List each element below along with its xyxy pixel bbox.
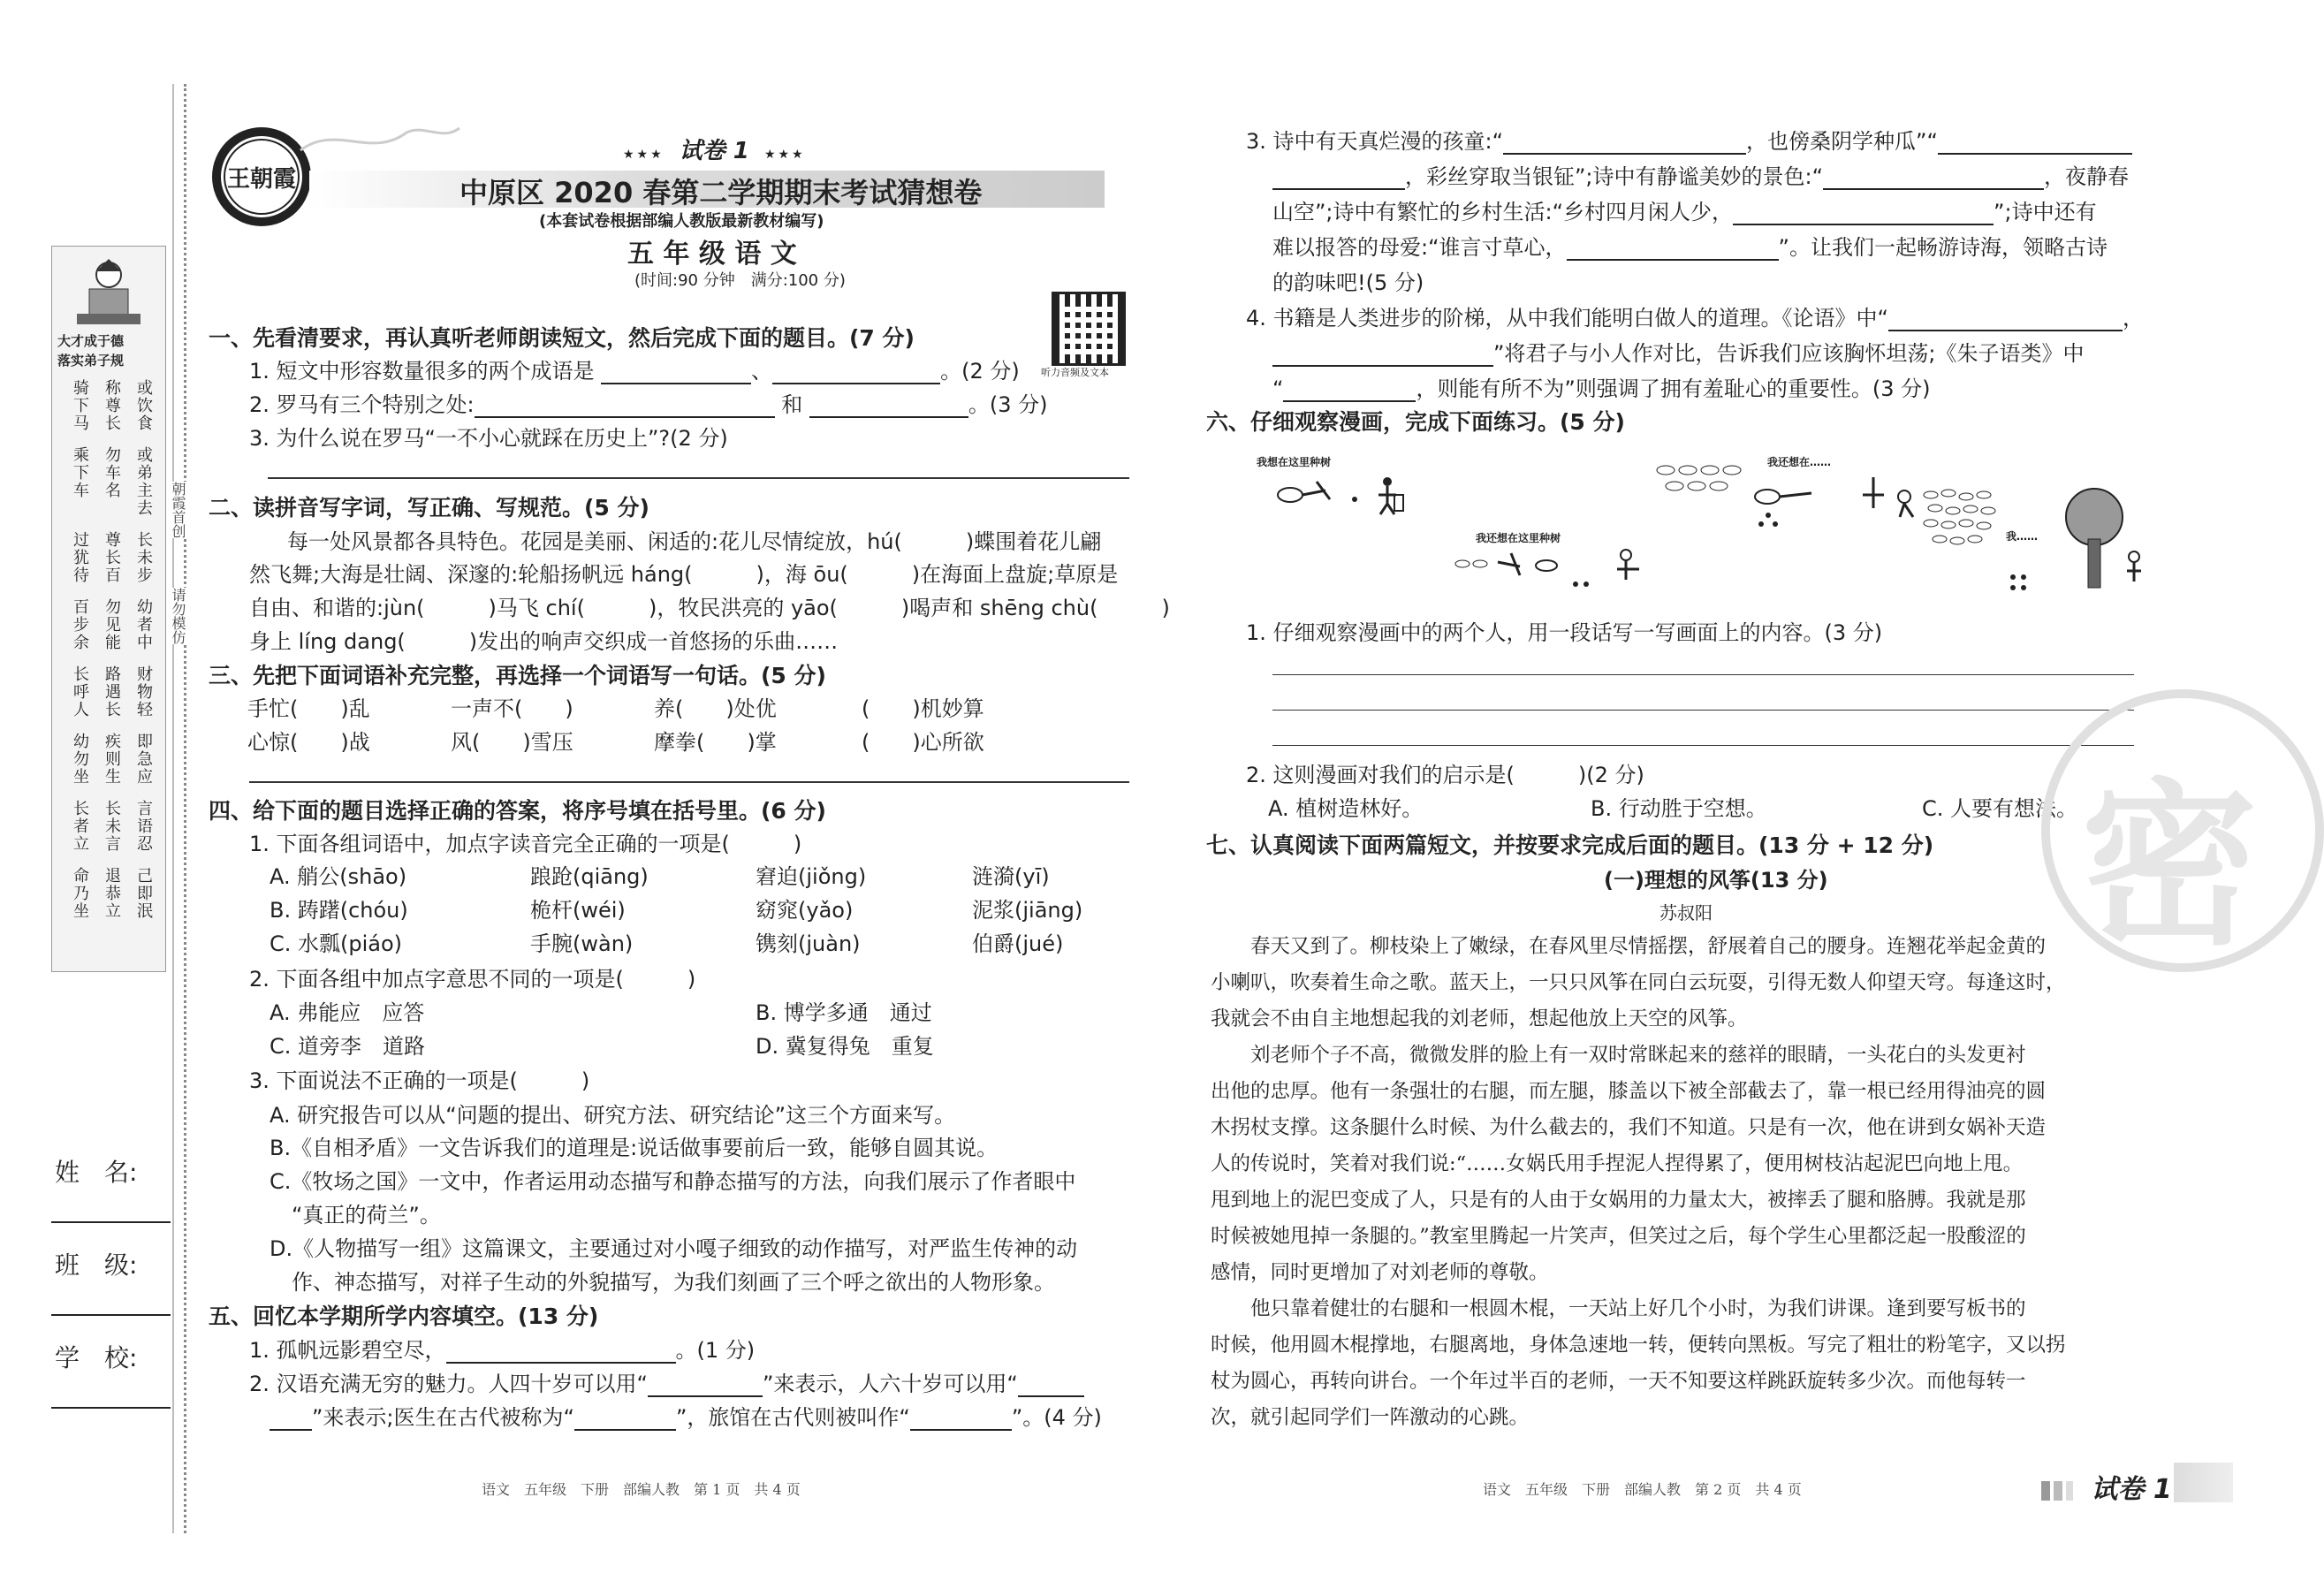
answer-blank[interactable] <box>1272 342 1493 367</box>
answer-line[interactable] <box>249 781 1129 783</box>
cartoon-label-1: 我想在这里种树 <box>1257 456 1332 468</box>
exam-title: 中原区 2020 春第二学期期末考试猜想卷 <box>459 176 983 209</box>
sidebar-idiom: 己即泯 <box>134 867 153 920</box>
q3-line-4 <box>1246 230 2132 265</box>
section-1-q2 <box>249 387 1048 418</box>
answer-blank[interactable] <box>1018 1372 1084 1397</box>
cartoon-panel <box>1255 442 2200 610</box>
answer-blank[interactable] <box>1272 165 1405 190</box>
sidebar-idiom: 百步余 <box>71 598 89 651</box>
sidebar-idiom: 路遇长 <box>103 665 121 718</box>
passage-author: 苏叔阳 <box>1659 902 1713 924</box>
sidebar-idiom: 骑下马 <box>71 379 89 432</box>
q2-text-2: ”来表示，人六十岁可以用“ <box>762 1372 1018 1396</box>
corner-block <box>2174 1463 2233 1502</box>
section-5-q2-line-2 <box>270 1400 1102 1431</box>
answer-blank[interactable] <box>1823 165 2044 190</box>
section-1-q3: 3. 为什么说在罗马“一不小心就踩在历史上”?(2 分) <box>249 426 728 451</box>
option-row <box>270 893 1082 926</box>
time-score: (时间:90 分钟 满分:100 分) <box>634 271 846 290</box>
sidebar-idiom: 疾则生 <box>103 733 121 786</box>
section-6-title: 六、仔细观察漫画，完成下面练习。(5 分) <box>1206 409 1625 435</box>
series-label <box>623 133 806 165</box>
passage-line: 杖为圆心，再转向讲台。一个年过半百的老师，一天不知要这样跳跃旋转多少次。而他每转一 <box>1211 1370 2026 1393</box>
section-5-title: 五、回忆本学期所学内容填空。(13 分) <box>209 1304 599 1329</box>
answer-blank[interactable] <box>1503 130 1746 155</box>
option[interactable]: 桅杆(wéi) <box>530 898 626 923</box>
section-7-title: 七、认真阅读下面两篇短文，并按要求完成后面的题目。(13 分 + 12 分) <box>1206 832 1934 858</box>
sidebar-idiom: 称尊长 <box>103 379 121 432</box>
text: ，也傍桑阴学种瓜”“ <box>1746 129 1938 154</box>
text: ，彩丝穿取当银钲”;诗中有静谧美妙的景色:“ <box>1405 164 1824 189</box>
q3-option-a[interactable]: A. 研究报告可以从“问题的提出、研究方法、研究结论”这三个方面来写。 <box>270 1103 956 1128</box>
seed-dot <box>1352 497 1357 502</box>
q3-option-c-cont: “真正的荷兰”。 <box>292 1203 441 1228</box>
motto-sidebar <box>51 246 166 972</box>
section-2-line-3: 自由、和谐的:jùn( )马飞 chí( )，牧民洪亮的 yāo( )喝声和 shēng chù( ) <box>249 596 1170 620</box>
q2-score: ”。(4 分) <box>1011 1405 1102 1430</box>
answer-blank[interactable] <box>601 360 751 384</box>
text: ”。让我们一起畅游诗海，领略古诗 <box>1778 235 2108 260</box>
section-6-q1: 1. 仔细观察漫画中的两个人，用一段话写一写画面上的内容。(3 分) <box>1246 620 1883 645</box>
option-row <box>270 859 1082 893</box>
idiom-blank-item[interactable]: 风( )雪压 <box>451 730 573 755</box>
answer-line[interactable] <box>1272 745 2134 746</box>
sidebar-idiom: 勿见能 <box>103 598 121 651</box>
sidebar-idiom: 长未步 <box>134 531 153 584</box>
sidebar-idiom: 长未言 <box>103 800 121 853</box>
text: 3. 诗中有天真烂漫的孩童:“ <box>1246 129 1504 154</box>
q3-option-d[interactable]: D.《人物描写一组》这篇课文，主要通过对小嘎子细致的动作描写，对严监生传神的动 <box>270 1236 1078 1261</box>
option[interactable]: 窈窕(yǎo) <box>756 898 854 923</box>
answer-blank[interactable] <box>1938 130 2132 155</box>
q2-and: 和 <box>781 392 803 417</box>
q2-text: 2. 汉语充满无穷的魅力。人四十岁可以用“ <box>249 1372 648 1396</box>
section-2-line-4: 身上 líng dang( )发出的响声交织成一首悠扬的乐曲…… <box>249 629 839 654</box>
section-3-title: 三、先把下面词语补充完整，再选择一个词语写一句话。(5 分) <box>209 663 826 688</box>
sidebar-idiom: 长者立 <box>71 800 89 853</box>
passage-line: 小喇叭，吹奏着生命之歌。蓝天上，一只只风筝在同白云玩耍，引得无数人仰望天穹。每逢这时， <box>1211 971 2066 994</box>
name-label: 姓 名: <box>55 1158 138 1187</box>
section-4-q2-options <box>270 995 934 1062</box>
option[interactable]: B. 踌躇(chóu) <box>270 898 408 923</box>
grade-subject: 五 年 级 语 文 <box>627 239 797 270</box>
answer-blank[interactable] <box>475 393 775 418</box>
text: 难以报答的母爱:“谁言寸草心， <box>1272 235 1567 260</box>
passage-title: (一)理想的风筝(13 分) <box>1604 868 1828 893</box>
section-4-q1: 1. 下面各组词语中，加点字读音完全正确的一项是( ) <box>249 832 802 856</box>
passage-line: 他只靠着健壮的右腿和一根圆木棍，一天站上好几个小时，为我们讲课。逢到要写板书的 <box>1250 1297 2026 1320</box>
name-field[interactable] <box>51 1221 171 1223</box>
binding-dotted-line-2 <box>172 84 174 1533</box>
answer-blank[interactable] <box>809 393 968 418</box>
qr-caption: 听力音频及文本 <box>1041 367 1109 378</box>
passage-body <box>1211 931 2200 1438</box>
qr-code[interactable] <box>1052 292 1126 366</box>
page-2-footer: 语文 五年级 下册 部编人教 第 2 页 共 4 页 <box>1483 1481 1802 1498</box>
scholar-illustration <box>65 254 153 330</box>
option[interactable]: C. 道旁李 道路 <box>270 1034 426 1059</box>
answer-blank[interactable] <box>1733 201 1994 225</box>
answer-blank[interactable] <box>1888 307 2123 331</box>
corner-squares <box>2041 1481 2073 1501</box>
text: 4. 书籍是人类进步的阶梯，从中我们能明白做人的道理。《论语》中“ <box>1246 306 1888 331</box>
option[interactable]: 窘迫(jiǒng) <box>756 864 867 889</box>
stamp-char: 密 <box>2081 762 2259 969</box>
section-2-line-1: 每一处风景都各具特色。花园是美丽、闲适的:花儿尽情绽放，hú( )蝶围着花儿翩 <box>287 529 1102 554</box>
page-1-footer: 语文 五年级 下册 部编人教 第 1 页 共 4 页 <box>482 1481 801 1498</box>
idiom-blank-item[interactable]: 摩拳( )掌 <box>654 730 777 755</box>
passage-line: 人的传说时，笑着对我们说:“……女娲氏用手捏泥人捏得累了，便用树枝沾起泥巴向地上甩。 <box>1211 1152 2024 1175</box>
sidebar-idiom: 言语忍 <box>134 800 153 853</box>
text: ， <box>2122 306 2144 331</box>
idiom-blank-item[interactable]: ( )心所欲 <box>862 730 984 755</box>
answer-line[interactable] <box>268 477 1129 479</box>
cartoon-figure-left-1 <box>1264 468 1423 521</box>
passage-line: 出他的忠厚。他有一条强壮的右腿，而左腿，膝盖以下被全部截去了，靠一根已经用得油亮的圆 <box>1211 1080 2047 1103</box>
option[interactable]: A. 植树造林好。 <box>1268 796 1424 821</box>
answer-blank[interactable] <box>910 1406 1012 1431</box>
option[interactable]: B. 行动胜于空想。 <box>1591 796 1767 821</box>
passage-line: 感情，同时更增加了对刘老师的尊敬。 <box>1211 1261 1549 1284</box>
sidebar-idiom: 或弟主去 <box>134 446 153 517</box>
class-field[interactable] <box>51 1314 171 1316</box>
section-5-q1 <box>249 1333 755 1364</box>
text: ”将君子与小人作对比，告诉我们应该胸怀坦荡;《朱子语类》中 <box>1493 341 2085 366</box>
cartoon-clouds-1 <box>1652 460 1758 504</box>
q4-line-1 <box>1246 300 2144 336</box>
sidebar-idiom: 幼者中 <box>134 598 153 651</box>
section-6-q2-options <box>1268 791 2077 822</box>
option-row <box>270 1029 934 1062</box>
stars-right: ★★★ <box>763 148 806 162</box>
idiom-row-1 <box>247 691 984 722</box>
tree-with-crowd <box>1913 477 2178 610</box>
idiom-grid <box>59 379 160 962</box>
sidebar-idiom: 过犹待 <box>71 531 89 584</box>
section-2-title: 二、读拼音写字词，写正确、写规范。(5 分) <box>209 495 649 521</box>
q4-line-2 <box>1246 336 2144 371</box>
option[interactable]: D. 冀复得兔 重复 <box>756 1034 934 1059</box>
motto-line-2: 落实弟子规 <box>57 353 125 369</box>
exam-subtitle: (本套试卷根据部编人教版最新教材编写) <box>539 212 824 231</box>
section-1-title: 一、先看清要求，再认真听老师朗读短文，然后完成下面的题目。(7 分) <box>209 325 915 351</box>
option[interactable]: 手腕(wàn) <box>530 931 634 956</box>
passage-line: 春天又到了。柳枝染上了嫩绿，在春风里尽情摇摆，舒展着自己的腰身。连翘花举起金黄的 <box>1250 935 2047 958</box>
sidebar-vertical-2: 请勿模仿 <box>170 588 186 644</box>
q3-line-2 <box>1246 159 2132 194</box>
option[interactable]: 涟漪(yī) <box>972 864 1050 889</box>
sidebar-idiom: 长呼人 <box>71 665 89 718</box>
idiom-blank-item[interactable]: ( )机妙算 <box>862 696 984 721</box>
q1-score: 。(1 分) <box>675 1338 756 1363</box>
sidebar-idiom: 幼勿坐 <box>71 733 89 786</box>
q3-option-b[interactable]: B.《自相矛盾》一文告诉我们的道理是:说话做事要前后一致，能够自圆其说。 <box>270 1136 999 1160</box>
section-5-q4 <box>1246 300 2144 407</box>
seed-dots <box>1758 513 1780 530</box>
sidebar-idiom: 乘下车 <box>71 446 89 499</box>
text: ”;诗中还有 <box>1994 200 2097 224</box>
option-row <box>270 995 934 1029</box>
option[interactable]: B. 博学多通 通过 <box>756 1000 932 1025</box>
cartoon-label-4: 我…… <box>2006 530 2039 543</box>
idiom-blank-item[interactable]: 养( )处优 <box>654 696 777 721</box>
text: “ <box>1272 376 1284 401</box>
q3-option-c[interactable]: C.《牧场之国》一文中，作者运用动态描写和静态描写的方法，向我们展示了作者眼中 <box>270 1169 1076 1194</box>
text: ，夜静春 <box>2044 164 2130 189</box>
section-4-q3: 3. 下面说法不正确的一项是( ) <box>249 1068 590 1093</box>
q2-score: 。(3 分) <box>968 392 1048 417</box>
q3-line-3 <box>1246 194 2132 230</box>
option[interactable]: C. 人要有想法。 <box>1922 796 2078 821</box>
sidebar-idiom: 财物轻 <box>134 665 153 718</box>
sidebar-vertical-1: 朝霞首创 <box>170 482 186 538</box>
cartoon-label-2: 我还想在…… <box>1767 456 1832 468</box>
q2-text: 2. 罗马有三个特别之处: <box>249 392 475 417</box>
q1-text: 1. 短文中形容数量很多的两个成语是 <box>249 359 595 384</box>
option[interactable]: A. 弗能应 应答 <box>270 1000 425 1025</box>
option[interactable]: 伯爵(jué) <box>972 931 1064 956</box>
passage-line: 时候被她甩掉一条腿的。”教室里腾起一片笑声，但笑过之后，每个学生心里都泛起一股酸涩的 <box>1211 1225 2026 1248</box>
section-4-q2: 2. 下面各组中加点字意思不同的一项是( ) <box>249 967 696 992</box>
logo-badge <box>209 124 315 230</box>
answer-blank[interactable] <box>648 1372 763 1397</box>
stars-left: ★★★ <box>623 148 665 162</box>
q1-sep: 、 <box>751 359 773 384</box>
corner-series-label <box>2041 1467 2172 1506</box>
answer-blank[interactable] <box>270 1406 312 1431</box>
q1-text: 1. 孤帆远影碧空尽， <box>249 1338 446 1363</box>
sidebar-idiom: 勿车名 <box>103 446 121 499</box>
series-label-text: 试卷 1 <box>679 138 749 164</box>
corner-label-text: 试卷 1 <box>2091 1474 2172 1505</box>
section-5-q3 <box>1246 124 2132 300</box>
q3-line-1 <box>1246 124 2132 159</box>
sidebar-idiom: 尊长百 <box>103 531 121 584</box>
motto-line-1: 大才成于德 <box>57 333 125 349</box>
section-2-line-2: 然飞舞;大海是壮阔、深邃的:轮船扬帆远 háng( )，海 ōu( )在海面上盘旋;草原是 <box>249 562 1119 587</box>
idiom-blank-item[interactable]: 一声不( ) <box>451 696 573 721</box>
section-1-q1 <box>249 353 1020 384</box>
class-label: 班 级: <box>55 1250 138 1280</box>
sidebar-idiom: 命乃坐 <box>71 867 89 920</box>
passage-line: 次，就引起同学们一阵激动的心跳。 <box>1211 1406 1530 1429</box>
answer-blank[interactable] <box>772 360 940 384</box>
passage-line: 刘老师个子不高，微微发胖的脸上有一双时常眯起来的慈祥的眼睛，一头花白的头发更衬 <box>1250 1044 2026 1067</box>
answer-blank[interactable] <box>1283 377 1416 402</box>
passage-line: 木拐杖支撑。这条腿什么时候、为什么截去的，我们不知道。只是有一次，他在讲到女娲补天造 <box>1211 1116 2047 1139</box>
cartoon-label-3: 我还想在这里种树 <box>1476 532 1561 544</box>
idiom-blank-item[interactable]: 心惊( )战 <box>247 730 370 755</box>
passage-line: 我就会不由自主地想起我的刘老师，想起他放上天空的风筝。 <box>1211 1007 1748 1030</box>
section-4-title: 四、给下面的题目选择正确的答案，将序号填在括号里。(6 分) <box>209 798 826 824</box>
text: 的韵味吧!(5 分) <box>1272 270 1424 295</box>
section-5-q2-line-1 <box>249 1366 1084 1397</box>
answer-blank[interactable] <box>574 1406 676 1431</box>
option[interactable]: 踉跄(qiāng) <box>530 864 649 889</box>
binding-dotted-line <box>184 84 186 1533</box>
section-4-q1-options <box>270 859 1082 960</box>
answer-line[interactable] <box>1272 674 2134 675</box>
answer-blank[interactable] <box>446 1339 676 1364</box>
q3-option-d-cont: 作、神态描写，对祥子生动的外貌描写，为我们刻画了三个呼之欲出的人物形象。 <box>292 1270 1055 1295</box>
idiom-blank-item[interactable]: 手忙( )乱 <box>247 696 370 721</box>
idiom-columns <box>59 379 160 920</box>
section-6-q2: 2. 这则漫画对我们的启示是( )(2 分) <box>1246 763 1644 787</box>
option[interactable]: 镌刻(juàn) <box>756 931 861 956</box>
passage-line: 甩到地上的泥巴变成了人，只是有的人由于女娲用的力量太大，被摔丢了腿和胳膊。我就是那 <box>1211 1189 2026 1212</box>
answer-blank[interactable] <box>1567 236 1779 261</box>
option-row <box>270 926 1082 960</box>
ribbon-decoration <box>300 115 459 168</box>
q2-text-3: ”来表示;医生在古代被称为“ <box>312 1405 574 1430</box>
option[interactable]: C. 水瓢(piáo) <box>270 931 403 956</box>
q4-line-3 <box>1246 371 2144 407</box>
text: ，则能有所不为”则强调了拥有羞耻心的重要性。(3 分) <box>1416 376 1931 401</box>
sidebar-idiom: 即急应 <box>134 733 153 786</box>
q3-line-5 <box>1246 265 2132 300</box>
idiom-row-2 <box>247 725 984 756</box>
option[interactable]: A. 艄公(shāo) <box>270 864 407 889</box>
q2-text-4: ”，旅馆在古代则被叫作“ <box>675 1405 910 1430</box>
school-label: 学 校: <box>55 1343 138 1372</box>
school-field[interactable] <box>51 1407 171 1409</box>
sidebar-idiom: 退恭立 <box>103 867 121 920</box>
logo-text: 王朝霞 <box>226 166 296 193</box>
passage-line: 时候，他用圆木棍撑地，右腿离地，身体急速地一转，便转向黑板。写完了粗壮的粉笔字，又以拐 <box>1211 1334 2066 1357</box>
q1-score: 。(2 分) <box>940 359 1020 384</box>
sidebar-idiom: 或饮食 <box>134 379 153 432</box>
answer-line[interactable] <box>1272 710 2134 711</box>
cartoon-figure-3 <box>1449 544 1670 589</box>
option[interactable]: 泥浆(jiāng) <box>972 898 1083 923</box>
text: 山空”;诗中有繁忙的乡村生活:“乡村四月闲人少， <box>1272 200 1734 224</box>
